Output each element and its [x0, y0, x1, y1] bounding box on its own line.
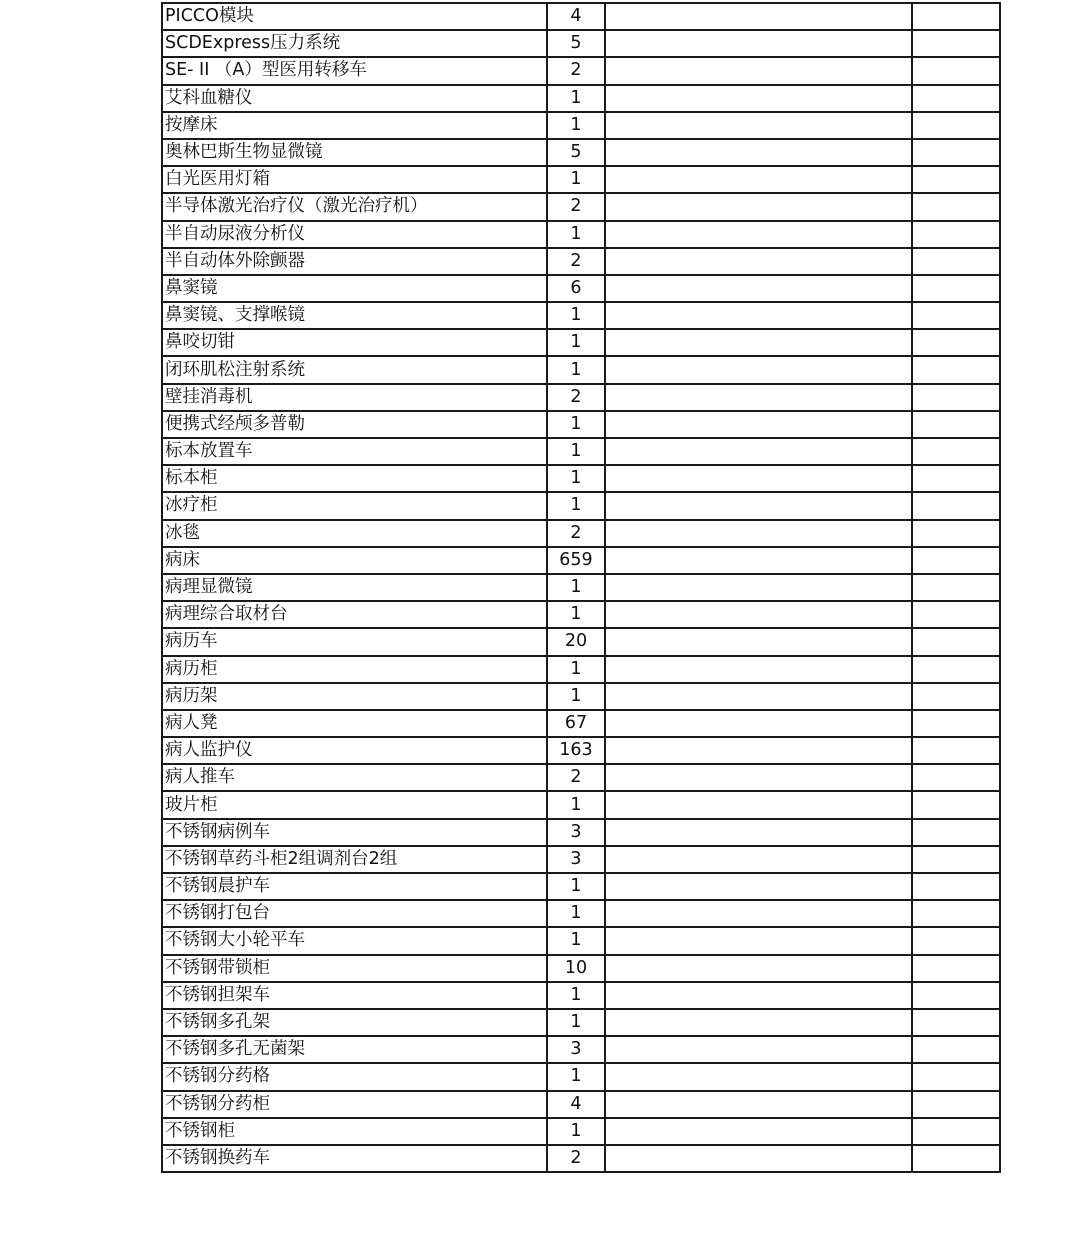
table-row [162, 275, 1000, 302]
table-row [162, 438, 1000, 465]
empty-cell [912, 846, 1000, 873]
quantity-cell: 1 [547, 574, 605, 601]
empty-cell [605, 1091, 912, 1118]
table-row [162, 791, 1000, 818]
quantity-cell: 1 [547, 873, 605, 900]
quantity-cell: 2 [547, 193, 605, 220]
table-row [162, 846, 1000, 873]
table-row [162, 465, 1000, 492]
empty-cell [605, 764, 912, 791]
empty-cell [912, 628, 1000, 655]
empty-cell [605, 30, 912, 57]
table-row [162, 710, 1000, 737]
empty-cell [912, 873, 1000, 900]
empty-cell [605, 248, 912, 275]
table-row [162, 1036, 1000, 1063]
quantity-cell: 1 [547, 927, 605, 954]
equipment-name-cell: 不锈钢分药柜 [162, 1091, 547, 1118]
empty-cell [912, 411, 1000, 438]
equipment-name-cell: 闭环肌松注射系统 [162, 356, 547, 383]
table-row [162, 955, 1000, 982]
empty-cell [912, 574, 1000, 601]
empty-cell [605, 57, 912, 84]
table-row [162, 1009, 1000, 1036]
empty-cell [912, 384, 1000, 411]
table-row [162, 3, 1000, 30]
empty-cell [912, 248, 1000, 275]
table-row [162, 1063, 1000, 1090]
empty-cell [912, 737, 1000, 764]
equipment-name-cell: 病床 [162, 547, 547, 574]
equipment-name-cell: 病历柜 [162, 656, 547, 683]
table-row [162, 927, 1000, 954]
empty-cell [912, 193, 1000, 220]
empty-cell [605, 384, 912, 411]
quantity-cell: 1 [547, 1009, 605, 1036]
table-row [162, 982, 1000, 1009]
empty-cell [605, 1063, 912, 1090]
equipment-name-cell: 病历架 [162, 683, 547, 710]
empty-cell [605, 628, 912, 655]
empty-cell [912, 819, 1000, 846]
empty-cell [912, 547, 1000, 574]
quantity-cell: 1 [547, 601, 605, 628]
quantity-cell: 1 [547, 221, 605, 248]
table-row [162, 1091, 1000, 1118]
table-row [162, 1118, 1000, 1145]
empty-cell [605, 1145, 912, 1172]
equipment-name-cell: 艾科血糖仪 [162, 85, 547, 112]
empty-cell [605, 1009, 912, 1036]
equipment-name-cell: 标本放置车 [162, 438, 547, 465]
quantity-cell: 1 [547, 492, 605, 519]
empty-cell [912, 356, 1000, 383]
empty-cell [912, 982, 1000, 1009]
empty-cell [912, 492, 1000, 519]
table-row [162, 601, 1000, 628]
table-row [162, 764, 1000, 791]
quantity-cell: 4 [547, 1091, 605, 1118]
quantity-cell: 5 [547, 139, 605, 166]
quantity-cell: 1 [547, 1063, 605, 1090]
equipment-name-cell: SCDExpress压力系统 [162, 30, 547, 57]
equipment-name-cell: 便携式经颅多普勒 [162, 411, 547, 438]
empty-cell [912, 710, 1000, 737]
quantity-cell: 3 [547, 1036, 605, 1063]
equipment-name-cell: 按摩床 [162, 112, 547, 139]
equipment-name-cell: 玻片柜 [162, 791, 547, 818]
empty-cell [605, 356, 912, 383]
empty-cell [912, 683, 1000, 710]
empty-cell [605, 955, 912, 982]
quantity-cell: 1 [547, 166, 605, 193]
quantity-cell: 5 [547, 30, 605, 57]
empty-cell [605, 492, 912, 519]
equipment-name-cell: 不锈钢晨护车 [162, 873, 547, 900]
quantity-cell: 1 [547, 302, 605, 329]
table-row [162, 547, 1000, 574]
empty-cell [912, 1145, 1000, 1172]
quantity-cell: 3 [547, 819, 605, 846]
equipment-name-cell: 冰毯 [162, 520, 547, 547]
empty-cell [605, 465, 912, 492]
quantity-cell: 1 [547, 438, 605, 465]
table-row [162, 57, 1000, 84]
empty-cell [605, 656, 912, 683]
empty-cell [912, 438, 1000, 465]
equipment-name-cell: 奥林巴斯生物显微镜 [162, 139, 547, 166]
empty-cell [912, 30, 1000, 57]
table-row [162, 384, 1000, 411]
quantity-cell: 1 [547, 85, 605, 112]
equipment-table [161, 2, 1001, 1173]
table-row [162, 520, 1000, 547]
table-row [162, 139, 1000, 166]
table-row [162, 1145, 1000, 1172]
empty-cell [912, 57, 1000, 84]
quantity-cell: 1 [547, 465, 605, 492]
quantity-cell: 1 [547, 112, 605, 139]
equipment-name-cell: 病人监护仪 [162, 737, 547, 764]
table-row [162, 492, 1000, 519]
empty-cell [605, 710, 912, 737]
empty-cell [605, 927, 912, 954]
table-row [162, 737, 1000, 764]
table-row [162, 112, 1000, 139]
equipment-name-cell: 鼻窦镜 [162, 275, 547, 302]
empty-cell [912, 3, 1000, 30]
quantity-cell: 1 [547, 329, 605, 356]
equipment-table-body [162, 3, 1000, 1172]
empty-cell [912, 1063, 1000, 1090]
equipment-name-cell: 不锈钢多孔架 [162, 1009, 547, 1036]
table-row [162, 873, 1000, 900]
quantity-cell: 1 [547, 683, 605, 710]
equipment-name-cell: 半自动尿液分析仪 [162, 221, 547, 248]
empty-cell [912, 520, 1000, 547]
empty-cell [605, 683, 912, 710]
equipment-name-cell: 不锈钢分药格 [162, 1063, 547, 1090]
empty-cell [912, 302, 1000, 329]
empty-cell [912, 791, 1000, 818]
equipment-name-cell: 白光医用灯箱 [162, 166, 547, 193]
empty-cell [912, 1009, 1000, 1036]
empty-cell [605, 139, 912, 166]
quantity-cell: 659 [547, 547, 605, 574]
empty-cell [912, 955, 1000, 982]
empty-cell [912, 139, 1000, 166]
quantity-cell: 1 [547, 356, 605, 383]
quantity-cell: 1 [547, 411, 605, 438]
equipment-name-cell: 冰疗柜 [162, 492, 547, 519]
empty-cell [912, 166, 1000, 193]
table-row [162, 628, 1000, 655]
quantity-cell: 4 [547, 3, 605, 30]
quantity-cell: 2 [547, 520, 605, 547]
empty-cell [605, 221, 912, 248]
empty-cell [605, 846, 912, 873]
quantity-cell: 1 [547, 900, 605, 927]
empty-cell [605, 982, 912, 1009]
quantity-cell: 1 [547, 656, 605, 683]
empty-cell [912, 329, 1000, 356]
empty-cell [605, 85, 912, 112]
empty-cell [912, 601, 1000, 628]
empty-cell [605, 329, 912, 356]
empty-cell [605, 520, 912, 547]
equipment-name-cell: 不锈钢担架车 [162, 982, 547, 1009]
quantity-cell: 2 [547, 248, 605, 275]
equipment-name-cell: 不锈钢多孔无菌架 [162, 1036, 547, 1063]
table-row [162, 221, 1000, 248]
empty-cell [912, 656, 1000, 683]
quantity-cell: 2 [547, 384, 605, 411]
empty-cell [912, 1091, 1000, 1118]
empty-cell [912, 112, 1000, 139]
table-row [162, 166, 1000, 193]
quantity-cell: 1 [547, 982, 605, 1009]
table-row [162, 85, 1000, 112]
equipment-name-cell: 半自动体外除颤器 [162, 248, 547, 275]
empty-cell [912, 275, 1000, 302]
quantity-cell: 2 [547, 1145, 605, 1172]
equipment-name-cell: 病理显微镜 [162, 574, 547, 601]
empty-cell [605, 900, 912, 927]
equipment-name-cell: 鼻窦镜、支撑喉镜 [162, 302, 547, 329]
equipment-name-cell: 病人凳 [162, 710, 547, 737]
empty-cell [912, 1036, 1000, 1063]
empty-cell [605, 275, 912, 302]
empty-cell [605, 873, 912, 900]
equipment-name-cell: 不锈钢草药斗柜2组调剂台2组 [162, 846, 547, 873]
equipment-name-cell: 不锈钢打包台 [162, 900, 547, 927]
quantity-cell: 2 [547, 57, 605, 84]
quantity-cell: 20 [547, 628, 605, 655]
empty-cell [912, 465, 1000, 492]
table-row [162, 356, 1000, 383]
empty-cell [605, 438, 912, 465]
equipment-name-cell: 不锈钢病例车 [162, 819, 547, 846]
equipment-name-cell: 不锈钢大小轮平车 [162, 927, 547, 954]
equipment-name-cell: 病理综合取材台 [162, 601, 547, 628]
empty-cell [605, 737, 912, 764]
empty-cell [912, 927, 1000, 954]
equipment-name-cell: 半导体激光治疗仪（激光治疗机） [162, 193, 547, 220]
quantity-cell: 163 [547, 737, 605, 764]
empty-cell [605, 3, 912, 30]
equipment-name-cell: SE- II （A）型医用转移车 [162, 57, 547, 84]
table-row [162, 683, 1000, 710]
table-row [162, 302, 1000, 329]
empty-cell [912, 764, 1000, 791]
empty-cell [912, 900, 1000, 927]
quantity-cell: 1 [547, 1118, 605, 1145]
table-row [162, 193, 1000, 220]
empty-cell [912, 85, 1000, 112]
empty-cell [605, 166, 912, 193]
quantity-cell: 67 [547, 710, 605, 737]
table-row [162, 574, 1000, 601]
table-row [162, 819, 1000, 846]
empty-cell [912, 221, 1000, 248]
equipment-name-cell: 病人推车 [162, 764, 547, 791]
quantity-cell: 1 [547, 791, 605, 818]
equipment-name-cell: 不锈钢带锁柜 [162, 955, 547, 982]
quantity-cell: 2 [547, 764, 605, 791]
equipment-name-cell: 标本柜 [162, 465, 547, 492]
quantity-cell: 6 [547, 275, 605, 302]
empty-cell [605, 819, 912, 846]
empty-cell [605, 112, 912, 139]
equipment-name-cell: 病历车 [162, 628, 547, 655]
table-row [162, 329, 1000, 356]
empty-cell [605, 601, 912, 628]
quantity-cell: 3 [547, 846, 605, 873]
equipment-name-cell: 不锈钢换药车 [162, 1145, 547, 1172]
empty-cell [605, 791, 912, 818]
equipment-name-cell: 壁挂消毒机 [162, 384, 547, 411]
table-row [162, 656, 1000, 683]
equipment-name-cell: 不锈钢柜 [162, 1118, 547, 1145]
empty-cell [605, 1118, 912, 1145]
empty-cell [605, 411, 912, 438]
empty-cell [605, 1036, 912, 1063]
empty-cell [912, 1118, 1000, 1145]
empty-cell [605, 574, 912, 601]
equipment-name-cell: 鼻咬切钳 [162, 329, 547, 356]
table-row [162, 900, 1000, 927]
table-row [162, 30, 1000, 57]
empty-cell [605, 547, 912, 574]
equipment-name-cell: PICCO模块 [162, 3, 547, 30]
table-row [162, 411, 1000, 438]
empty-cell [605, 302, 912, 329]
quantity-cell: 10 [547, 955, 605, 982]
table-row [162, 248, 1000, 275]
empty-cell [605, 193, 912, 220]
